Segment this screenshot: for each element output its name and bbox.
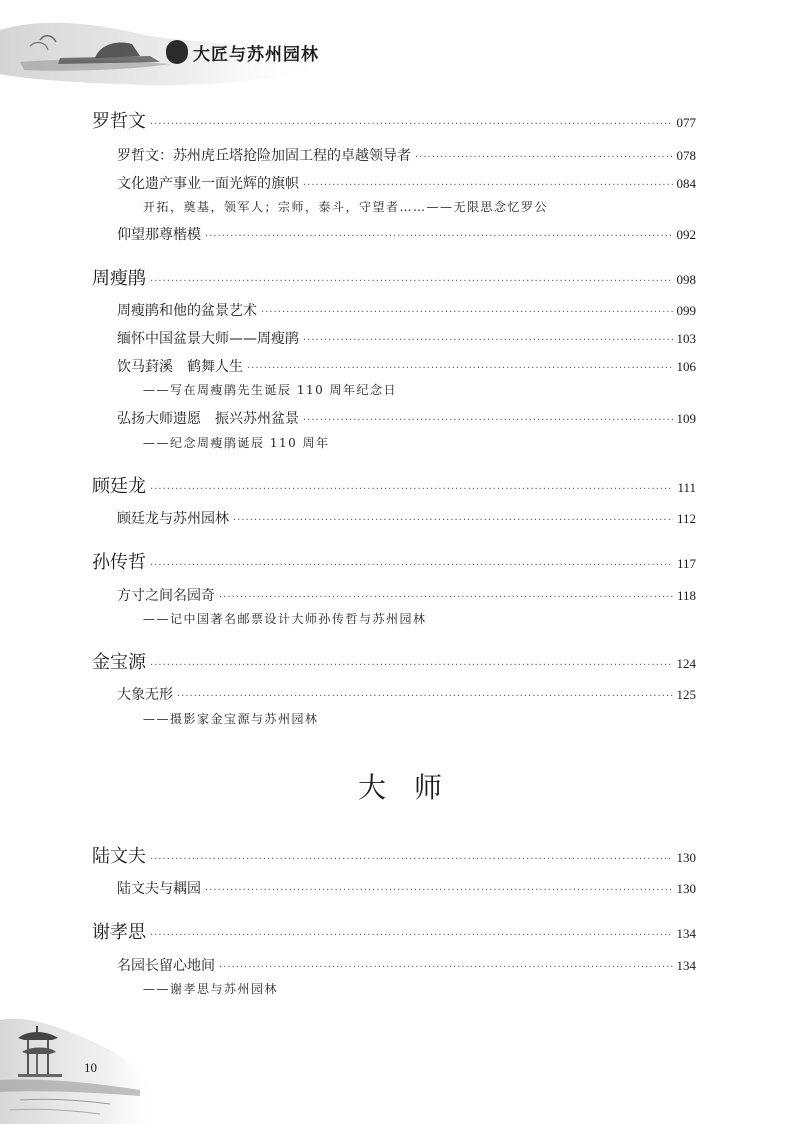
toc-page-number: 118 — [676, 588, 696, 603]
toc-entry-title: 罗哲文：苏州虎丘塔抢险加固工程的卓越领导者 — [117, 148, 411, 164]
dot-leader — [303, 415, 673, 426]
toc-entry-title: 仰望那尊楷模 — [117, 227, 201, 243]
running-header — [0, 0, 360, 95]
dot-leader — [247, 363, 673, 374]
toc-section[interactable] — [92, 264, 696, 290]
toc-page-number: 077 — [676, 115, 696, 130]
toc-entry[interactable] — [117, 328, 696, 348]
toc-entry[interactable] — [117, 300, 696, 320]
dot-leader — [219, 962, 673, 973]
page-number: 10 — [84, 1060, 97, 1075]
toc-section[interactable] — [92, 842, 696, 868]
toc-page-number: 084 — [676, 176, 696, 191]
toc-section-name: 谢孝思 — [92, 922, 146, 943]
toc-entry-subtitle: ——谢孝思与苏州园林 — [143, 982, 279, 996]
toc-section[interactable] — [92, 548, 696, 574]
toc-entry-subtitle: 开拓，奠基，领军人；宗师，泰斗，守望者……——无限思念忆罗公 — [143, 200, 549, 214]
toc-entry[interactable] — [117, 684, 696, 704]
dot-leader — [261, 307, 673, 318]
dot-leader — [233, 515, 673, 526]
part-heading: 大师 — [357, 771, 470, 804]
toc-entry-title: 饮马葑溪 鹤舞人生 — [117, 359, 243, 375]
toc-section-name: 周瘦鹃 — [92, 268, 146, 289]
toc-page-number: 112 — [676, 511, 696, 526]
toc-entry[interactable] — [117, 173, 696, 193]
toc-page-number: 103 — [676, 331, 696, 346]
toc-entry-title: 陆文夫与耦园 — [117, 881, 201, 897]
toc-section-name: 孙传哲 — [92, 552, 146, 573]
toc-entry-title: 名园长留心地间 — [117, 958, 215, 974]
toc-entry[interactable] — [117, 408, 696, 428]
toc-page-number: 124 — [676, 656, 696, 671]
dot-leader — [205, 885, 673, 896]
toc-section-name: 陆文夫 — [92, 846, 146, 867]
dot-leader — [415, 152, 673, 163]
toc-page-number: 134 — [676, 958, 696, 973]
toc-entry[interactable] — [117, 955, 696, 975]
toc-entry-title: 文化遗产事业一面光辉的旗帜 — [117, 176, 299, 192]
toc-page-number: 078 — [676, 148, 696, 163]
toc-section[interactable] — [92, 472, 696, 498]
dot-leader — [303, 180, 673, 191]
toc-page-number: 109 — [676, 411, 696, 426]
dot-leader — [150, 560, 673, 571]
toc-entry-subtitle: ——摄影家金宝源与苏州园林 — [143, 712, 319, 726]
series-seal-icon — [166, 40, 188, 64]
dot-leader — [150, 484, 673, 495]
toc-section-name: 金宝源 — [92, 652, 146, 673]
toc-entry-subtitle: ——写在周瘦鹃先生诞辰 110 周年纪念日 — [143, 383, 398, 397]
pavilion-illustration — [0, 1000, 160, 1124]
toc-page-number: 125 — [676, 687, 696, 702]
dot-leader — [219, 592, 673, 603]
toc-entry-subtitle: ——记中国著名邮票设计大师孙传哲与苏州园林 — [143, 612, 427, 626]
toc-entry[interactable] — [117, 224, 696, 244]
toc-section-name: 罗哲文 — [92, 111, 146, 132]
toc-page-number: 130 — [676, 850, 696, 865]
toc-entry-title: 顾廷龙与苏州园林 — [117, 511, 229, 527]
toc-entry[interactable] — [117, 356, 696, 376]
toc-entry-title: 弘扬大师遗愿 振兴苏州盆景 — [117, 411, 299, 427]
dot-leader — [150, 854, 673, 865]
toc-page-number: 092 — [676, 227, 696, 242]
dot-leader — [150, 660, 673, 671]
toc-page-number: 106 — [676, 359, 696, 374]
dot-leader — [177, 691, 673, 702]
toc-entry-subtitle: ——纪念周瘦鹃诞辰 110 周年 — [143, 436, 330, 450]
toc-page-number: 117 — [676, 556, 696, 571]
toc-page-number: 111 — [677, 480, 696, 495]
toc-page-number: 134 — [676, 926, 696, 941]
toc-entry-title: 方寸之间名园奇 — [117, 588, 215, 604]
toc-section[interactable] — [92, 107, 696, 133]
toc-section[interactable] — [92, 918, 696, 944]
dot-leader — [205, 231, 673, 242]
running-header-title: 大匠与苏州园林 — [193, 45, 319, 65]
toc-page-number: 099 — [676, 303, 696, 318]
dot-leader — [150, 276, 673, 287]
toc-section-name: 顾廷龙 — [92, 476, 146, 497]
toc-entry[interactable] — [117, 508, 696, 528]
toc-entry-title: 缅怀中国盆景大师——周瘦鹃 — [117, 331, 299, 347]
toc-page-number: 098 — [676, 272, 696, 287]
toc-page-number: 130 — [676, 881, 696, 896]
dot-leader — [303, 335, 673, 346]
toc-entry[interactable] — [117, 585, 696, 605]
toc-entry[interactable] — [117, 878, 696, 898]
toc-section[interactable] — [92, 648, 696, 674]
dot-leader — [150, 930, 673, 941]
dot-leader — [150, 119, 673, 130]
toc-entry[interactable] — [117, 145, 696, 165]
toc-entry-title: 大象无形 — [117, 687, 173, 703]
toc-entry-title: 周瘦鹃和他的盆景艺术 — [117, 303, 257, 319]
